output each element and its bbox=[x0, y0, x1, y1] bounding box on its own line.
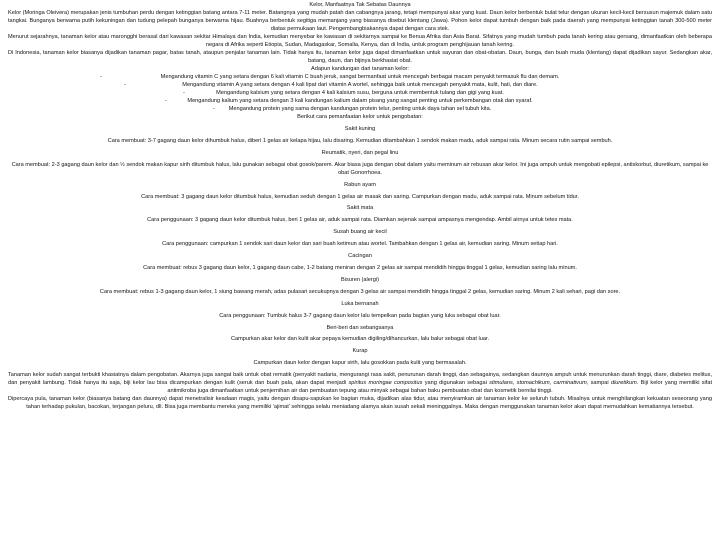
remedy-text: Cara membuat: rebus 3 gagang daun kelor, 1 gagang daun cabe, 1-2 batang meniran dengan 2 gelas air sampai mendidih hingga tinggal 1 gelas, kemudian saring lalu minum. bbox=[143, 264, 577, 271]
remedy-section bbox=[8, 348, 712, 368]
content-heading: Adapun kandungan dari tanaman kelor: bbox=[311, 66, 409, 73]
remedy-name: Rabun ayam bbox=[344, 181, 376, 188]
remedy-section bbox=[8, 325, 712, 345]
list-item-text: Mengandung vitamin C yang setara dengan 6 kali vitamin C buah jeruk, sangat bermanfaat untuk mencegah berbagai macam penyakit termasuk flu dan demam. bbox=[160, 74, 560, 81]
document-title: Kelor, Manfaatnya Tak Sebatas Daunnya bbox=[309, 2, 411, 8]
list-item-text: Mengandung protein yang sama dengan kandungan protein telur, penting untuk daya tahan sel tubuh kita. bbox=[228, 105, 492, 112]
closing-paragraph-1 bbox=[8, 372, 712, 396]
remedy-text: Campurkan daun kelor dengan kapur sirih, lalu gosokkan pada kulit yang bermasalah. bbox=[253, 360, 467, 367]
remedy-name: Sakit mata bbox=[346, 205, 374, 212]
closing-term: diuretikum bbox=[610, 380, 637, 387]
remedy-text: Cara membuat: 2-3 gagang daun kelor dan ½ sendok makan kapur sirih ditumbuk halus, lalu gunakan sebagai obat gosok/parem. Akar biasa juga dengan obat dalam yaitu meminum air rebusan akar kelor. Ini juga ampuh untuk mengobati epilepsi, antiskorbut, diuretikum, sampai ke obat Gonorrhoea. bbox=[11, 161, 709, 176]
list-item bbox=[8, 106, 712, 114]
uses-heading: Berikut cara pemanfaatan kelor untuk pengobatan: bbox=[297, 114, 423, 121]
remedy-name: Reumatik, nyeri, dan pegal linu bbox=[321, 149, 399, 156]
remedy-name: Luka bernanah bbox=[341, 300, 379, 307]
remedy-section bbox=[8, 301, 712, 321]
list-item-text: Mengandung kalsium yang setara dengan 4 kali kalsium susu, berguna untuk membentuk tulang dan gigi yang kuat. bbox=[216, 89, 504, 96]
remedy-section bbox=[8, 253, 712, 273]
remedy-text: Cara membuat: 3 gagang daun kelor ditumbuk halus, kemudian seduh dengan 1 gelas air masak dan saring. Campurkan dengan madu, aduk sampai rata. Minum sebelum tidur. bbox=[141, 193, 579, 200]
closing-paragraph-2: Dipercaya pula, tanaman kelor (biasanya batang dan daunnya) dapat menetralisir keadaan magis, yaitu dengan disapu-sapukan ke bagian muka, dijadikan alas tidur, atau menyiramkan air tanaman kelor ke seluruh tubuh. Misalnya untuk menghilangkan kekuatan seseorang yang tahan terhadap pukulan, bacokan, terjangan peluru, dll. Bisa juga membantu mereka yang memiliki 'ajimat' sehingga selalu meniadang alamya akan susah sekali meninggalnya. Maka dengan menggunakan tanaman kelor akan dapat memudahkan kematiannya tersebut. bbox=[8, 395, 712, 410]
remedy-text: Cara penggunaan: Tumbuk halus 3-7 gagang daun kelor lalu tempelkan pada bagian yang luka sebagai obat luar. bbox=[219, 312, 501, 319]
remedy-name: Kurap bbox=[352, 348, 368, 355]
remedy-section bbox=[8, 277, 712, 297]
list-item bbox=[8, 90, 712, 98]
closing-text: . Biji kelor yang memiliki sifat antimikroba juga dimanfaatkan untuk penjernihan air dan pembuatan tepung atau minyak sebagai bahan baku pembuatan obat dan kosmetik bernilai tinggi. bbox=[167, 380, 713, 394]
bullet-icon: - bbox=[213, 105, 215, 112]
remedy-text: Cara membuat: 3-7 gagang daun kelor dihumbuk halus, diberi 1 gelas air kelapa hijau, lalu disaring. Kemudian ditambahkan 1 sendok makan madu, aduk sampai rata. Minum secara rutin sampai sembuh. bbox=[107, 138, 613, 144]
remedy-name: Susah buang air kecil bbox=[333, 229, 387, 236]
content-list bbox=[8, 74, 712, 114]
bullet-icon: - bbox=[165, 97, 167, 104]
remedy-section bbox=[8, 182, 712, 202]
closing-term: spiritus moringae compositus bbox=[348, 380, 423, 387]
closing-text: sampai bbox=[588, 380, 611, 387]
list-item-text: Mengandung kalium yang setara dengan 3 kali kandungan kalium dalam pisang yang sangat penting untuk perkembangan otak dan syaraf. bbox=[187, 97, 533, 104]
list-item bbox=[8, 74, 712, 82]
remedy-section bbox=[8, 205, 712, 225]
bullet-icon: - bbox=[124, 82, 126, 89]
remedy-name: Cacingan bbox=[348, 253, 372, 260]
remedy-section bbox=[8, 126, 712, 146]
intro-paragraph-1: Kelor (Moringa Oleivera) merupakan jenis tumbuhan perdu dengan ketinggian batang antara 7-11 meter. Batangnya yang mudah patah dan cabangnya jarang, tetapi mempunyai akar yang kuat. Daun kelor berbentuk bulat telur dengan ukuran kecil-kecil bersusun majemuk dalam satu tangkai. Bunganya berwarna putih kekuningan dan tudung pelepah bunganya berwarna hijau. Buahnya berbentuk segitiga memanjang yang biasanya disebut klentang (Jawa). Pohon kelor dapat tumbuh dengan baik pada daerah yang mempunyai ketinggian tanah 300-500 meter diatas permukaan laut. Pengembangbiakannya dapat dengan cara stek. bbox=[8, 10, 712, 33]
bullet-icon: - bbox=[183, 89, 185, 96]
list-item bbox=[8, 98, 712, 106]
remedy-section bbox=[8, 150, 712, 178]
intro-paragraph-2: Menurut sejarahnya, tanaman kelor atau marongghi berasal dari kawasan sekitar Himalaya dan India, kemudian menyebar ke kawasan di sekitarnya sampai ke Benua Afrika dan Asia Barat. Sifatnya yang mudah tumbuh pada tanah kering atau gersang, dimanfaatkan oleh beberapa negara di Afrika seperti Etiopia, Sudan, Madagaskar, Somalia, Kenya, dan di India, untuk program penghijauan tanah kering. bbox=[8, 34, 712, 49]
remedy-text: Cara penggunaan: campurkan 1 sendok sari daun kelor dan sari buah ketimun atau wortel. Tambahkan dengan 1 gelas air, kemudian saring. Minum setiap hari. bbox=[162, 241, 558, 248]
bullet-icon: - bbox=[100, 74, 102, 81]
remedy-text: Cara membuat: rebus 1-3 gagang daun kelor, 1 siung bawang merah, adas pulasari secukupnya dengan 3 gelas air sampai mendidih hingga tinggal 2 gelas, kemudian saring. Minum 2 kali sehari, pagi dan sore. bbox=[99, 288, 621, 295]
remedy-name: Beri-beri dan sebangsanya bbox=[326, 324, 394, 331]
closing-term: stimulans, stomachikum, carminativum, bbox=[489, 380, 589, 387]
list-item bbox=[8, 82, 712, 90]
closing-text: yang digunakan sebagai bbox=[422, 380, 490, 387]
remedy-name: Bisuren (alergi) bbox=[341, 276, 379, 283]
remedy-text: Cara penggunaan: 3 gagang daun kelor ditumbuk halus, beri 1 gelas air, aduk sampai rata. Diamkan sejenak sampai ampasnya mengendap. Ambil airnya untuk tetes mata. bbox=[147, 217, 573, 224]
remedy-name: Sakit kuning bbox=[344, 126, 376, 133]
remedy-text: Campurkan akar kelor dan kulit akar pepaya kemudian digiling/dihancurkan, lalu balur sebagai obat luar. bbox=[230, 336, 490, 343]
remedy-section bbox=[8, 229, 712, 249]
closing-text: Tanaman kelor sudah sangat terbukti khasiatnya dalam pengobatan. Akarnya juga sangat baik untuk obat rematik (penyakit nadaria, mengurangi rasa sakit, penurunan darah tinggi, dan sebagainya, sedangkan daunnya ampuh untuk menurunkan darah tinggi, diare, diabetes melitus, dan penyakit lambung. Tidak hanya itu saja, biji kelor lau bisa dicampurkan dengan kulit (seruk dan buah pala, akan dapat menjadi bbox=[8, 372, 712, 387]
intro-paragraph-3: Di Indonesia, tanaman kelor biasanya dijadikan tanaman pagar, batas tanah, ataupun penjalar tanaman lain. Tidak hanya itu, tanaman kelor juga dapat dimanfaatkan untuk sayuran dan obat-obatan. Daun, bunga, dan buah muda (klentang) dapat dijadikan sayur. Sedangkan akar, batang, daun, dan bijinya berkhasiat obat. bbox=[8, 49, 712, 64]
list-item-text: Mengandung vitamin A yang setara dengan 4 kali lipat dari vitamin A wortel, sehingga baik untuk mencegah penyakit mata, kulit, hati, dan diare. bbox=[182, 82, 538, 89]
